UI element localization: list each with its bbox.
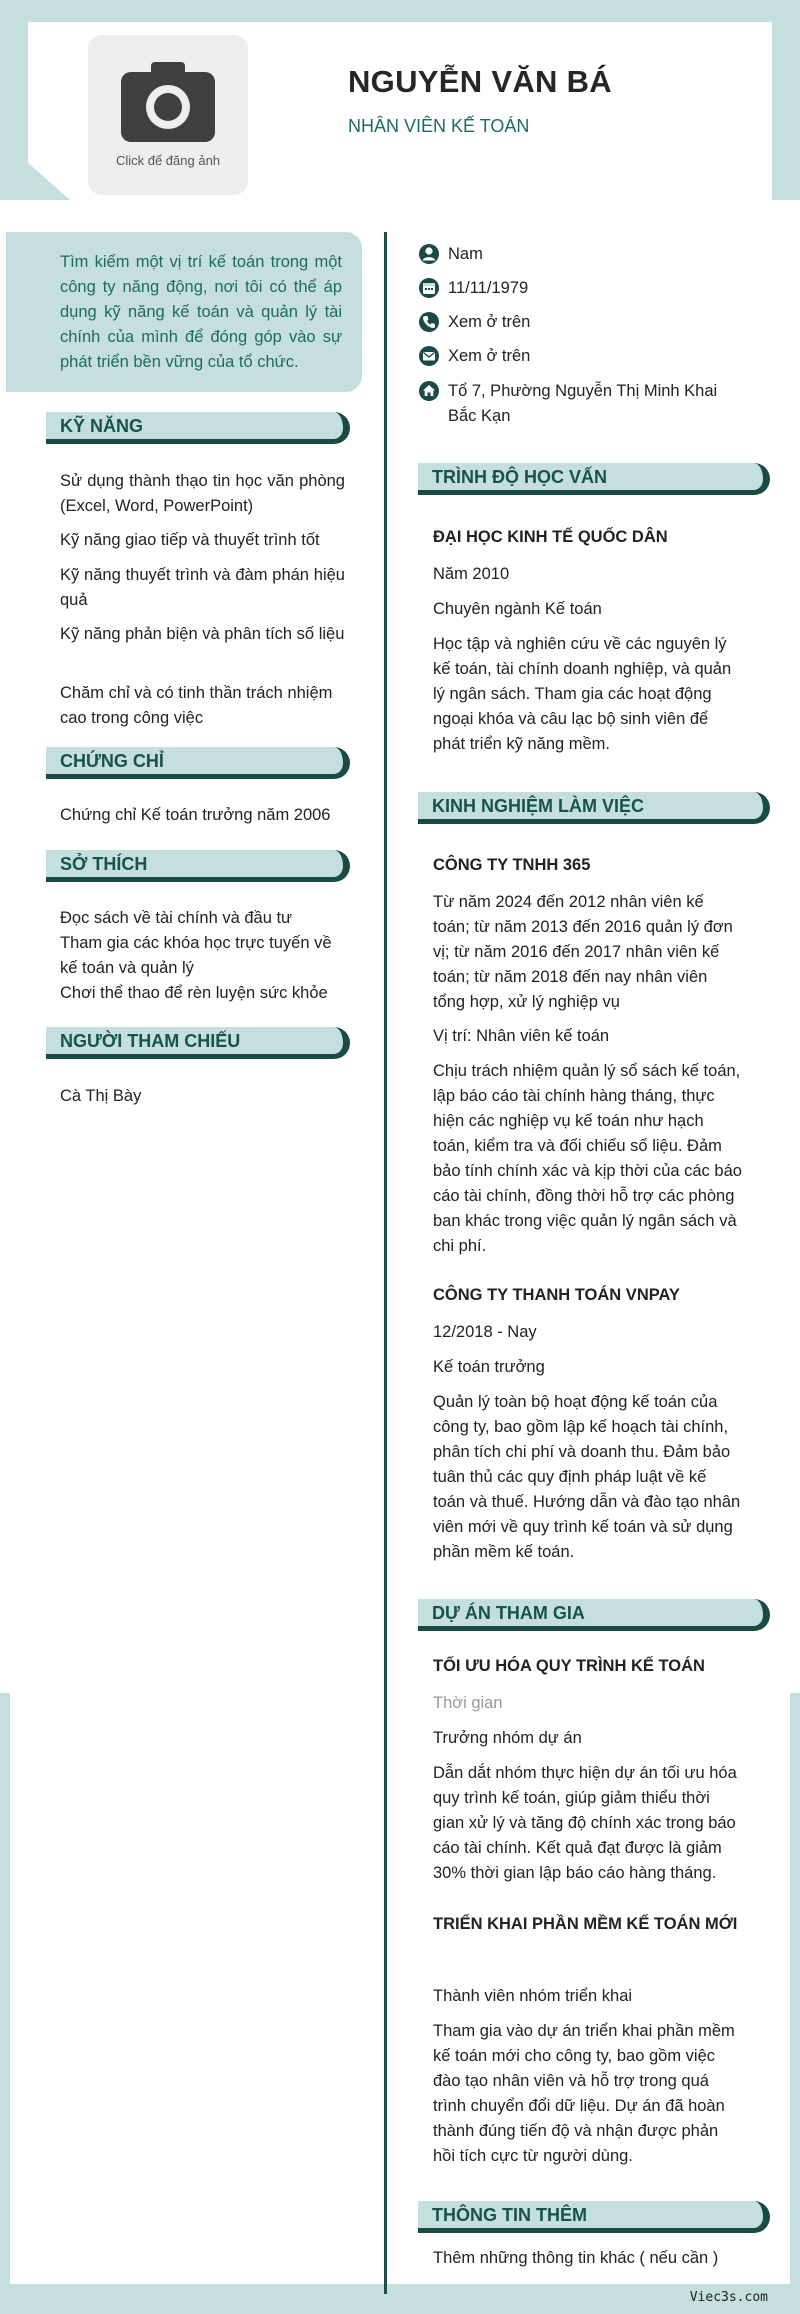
contact-birthday: 11/11/1979 <box>448 279 529 297</box>
certificate-item: Chứng chỉ Kế toán trưởng năm 2006 <box>60 806 331 824</box>
reference-item: Cà Thị Bày <box>60 1087 142 1105</box>
projects-section-title: DỰ ÁN THAM GIA <box>418 1599 770 1631</box>
column-divider <box>384 232 387 2294</box>
candidate-name: NGUYỄN VĂN BÁ <box>348 64 612 99</box>
project-name: TỐI ƯU HÓA QUY TRÌNH KẾ TOÁN <box>433 1657 705 1675</box>
header-corner-cut <box>0 138 70 200</box>
experience-section-title: KINH NGHIỆM LÀM VIỆC <box>418 792 770 824</box>
additional-info-text: Thêm những thông tin khác ( nếu cần ) <box>433 2249 719 2267</box>
experience-description: Chịu trách nhiệm quản lý sổ sách kế toán, lập báo cáo tài chính hàng tháng, thực hiện các nghiệp vụ kế toán như hạch toán, kiểm tra và đối chiếu số liệu. Đảm bảo tính chính xác và kịp thời của các báo cáo tài chính, đồng thời hỗ trợ các phòng ban khác trong việc quản lý ngân sách và chi phí. <box>433 1062 742 1255</box>
education-section-title: TRÌNH ĐỘ HỌC VẤN <box>418 463 770 495</box>
experience-position: Vị trí: Nhân viên kế toán <box>433 1027 610 1045</box>
camera-icon <box>121 60 215 142</box>
project-description: Tham gia vào dự án triển khai phần mềm kế toán mới cho công ty, bao gồm việc đào tạo nhân viên và hỗ trợ trong quá trình chuyển đổi dữ liệu. Dự án đã hoàn thành đúng tiến độ và nhận được phản hồi tích cực từ người dùng. <box>433 2022 735 2165</box>
experience-company: CÔNG TY TNHH 365 <box>433 856 591 874</box>
skill-item: Chăm chỉ và có tinh thần trách nhiệm cao trong công việc <box>60 684 333 727</box>
education-year: Năm 2010 <box>433 565 510 583</box>
hobby-item: Tham gia các khóa học trực tuyến về kế toán và quản lý <box>60 934 332 977</box>
home-icon <box>418 380 440 402</box>
contact-phone: Xem ở trên <box>448 313 531 331</box>
education-school: ĐẠI HỌC KINH TẾ QUỐC DÂN <box>433 528 668 546</box>
calendar-icon <box>418 277 440 299</box>
photo-upload-label: Click để đăng ảnh <box>115 153 221 168</box>
hobby-item: Đọc sách về tài chính và đầu tư <box>60 909 293 927</box>
contact-address: Tổ 7, Phường Nguyễn Thị Minh Khai Bắc Kạn <box>448 382 718 425</box>
education-description: Học tập và nghiên cứu về các nguyên lý kế toán, tài chính doanh nghiệp, và quản lý ngân sách. Tham gia các hoạt động ngoại khóa và câu lạc bộ sinh viên để phát triển kỹ năng mềm. <box>433 635 732 753</box>
right-border-band <box>790 1693 800 2314</box>
hobby-item: Chơi thể thao để rèn luyện sức khỏe <box>60 984 328 1002</box>
skill-item: Kỹ năng phản biện và phân tích số liệu <box>60 625 345 643</box>
phone-icon <box>418 311 440 333</box>
project-description: Dẫn dắt nhóm thực hiện dự án tối ưu hóa quy trình kế toán, giúp giảm thiểu thời gian xử lý và tăng độ chính xác trong báo cáo tài chính. Kết quả đạt được là giảm 30% thời gian lập báo cáo hàng tháng. <box>433 1764 737 1882</box>
photo-upload[interactable] <box>88 35 248 195</box>
bottom-band <box>0 2284 800 2314</box>
experience-time: Từ năm 2024 đến 2012 nhân viên kế toán; từ năm 2013 đến 2016 quản lý đơn vị; từ năm 2016 đến 2017 nhân viên kế toán; từ năm 2018 đến nay nhân viên tổng hợp, xử lý nghiệp vụ <box>433 893 733 1011</box>
experience-description: Quản lý toàn bộ hoạt động kế toán của công ty, bao gồm lập kế hoạch tài chính, phân tích chi phí và doanh thu. Đảm bảo tuân thủ các quy định pháp luật về kế toán và thuế. Hướng dẫn và đào tạo nhân viên mới về quy trình kế toán và sử dụng phần mềm kế toán. <box>433 1393 741 1561</box>
project-time: Thời gian <box>433 1694 503 1712</box>
contact-gender: Nam <box>448 245 483 263</box>
project-name: TRIỂN KHAI PHẦN MỀM KẾ TOÁN MỚI <box>433 1915 738 1933</box>
skill-item: Kỹ năng giao tiếp và thuyết trình tốt <box>60 531 320 549</box>
experience-time: 12/2018 - Nay <box>433 1323 537 1341</box>
career-objective: Tìm kiếm một vị trí kế toán trong một công ty năng động, nơi tôi có thể áp dụng kỹ năng kế toán và quản lý tài chính của mình để đóng góp vào sự phát triển bền vững của tổ chức. <box>6 232 362 392</box>
project-role: Trưởng nhóm dự án <box>433 1729 582 1747</box>
education-major: Chuyên ngành Kế toán <box>433 600 602 618</box>
hobbies-section-title: SỞ THÍCH <box>46 850 350 882</box>
certificates-section-title: CHỨNG CHỈ <box>46 747 350 779</box>
email-icon <box>418 345 440 367</box>
experience-position: Kế toán trưởng <box>433 1358 545 1376</box>
project-role: Thành viên nhóm triển khai <box>433 1987 633 2005</box>
experience-company: CÔNG TY THANH TOÁN VNPAY <box>433 1286 680 1304</box>
user-icon <box>418 243 440 265</box>
job-title: NHÂN VIÊN KẾ TOÁN <box>348 116 530 136</box>
skills-section-title: KỸ NĂNG <box>46 412 350 444</box>
references-section-title: NGƯỜI THAM CHIẾU <box>46 1027 350 1059</box>
left-border-band <box>0 1693 10 2314</box>
skill-item: Kỹ năng thuyết trình và đàm phán hiệu quả <box>60 566 345 609</box>
additional-info-section-title: THÔNG TIN THÊM <box>418 2201 770 2233</box>
skill-item: Sử dụng thành thạo tin học văn phòng (Excel, Word, PowerPoint) <box>60 472 345 515</box>
footer-brand: Viec3s.com <box>689 2290 768 2305</box>
contact-email: Xem ở trên <box>448 347 531 365</box>
